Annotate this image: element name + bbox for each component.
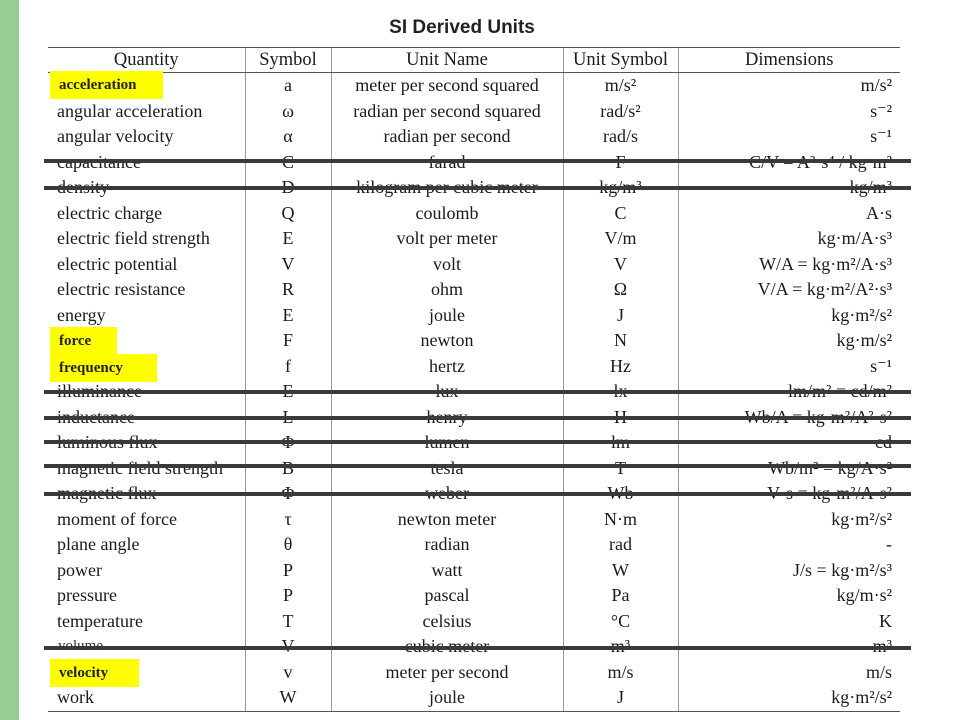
quantity-cell: work	[48, 685, 245, 711]
quantity-cell: electric resistance	[57, 279, 186, 300]
unit-name-cell: radian	[331, 532, 563, 558]
unit-name-cell	[331, 456, 563, 482]
table-row	[48, 685, 900, 711]
quantity-cell: angular velocity	[57, 126, 174, 147]
unit-symbol-cell: V/m	[563, 226, 678, 252]
table-row	[48, 328, 900, 354]
symbol-cell: θ	[245, 532, 331, 558]
symbol-cell: P	[245, 558, 331, 584]
label-force[interactable]: force	[50, 327, 117, 355]
table-row	[48, 583, 900, 609]
symbol-cell: F	[245, 328, 331, 354]
unit-symbol-cell: C	[563, 201, 678, 227]
symbol-cell: R	[245, 277, 331, 303]
header-unit-symbol: Unit Symbol	[563, 48, 678, 73]
quantity-cell: plane angle	[57, 534, 140, 555]
unit-name-cell: joule	[331, 303, 563, 329]
quantity-cell: angular acceleration	[57, 100, 203, 121]
dimensions-cell: -	[678, 532, 900, 558]
strike-line	[44, 492, 911, 496]
table-row	[48, 73, 900, 99]
strike-line	[44, 159, 911, 163]
si-units-table	[48, 47, 900, 712]
symbol-cell: ω	[245, 99, 331, 125]
quantity-cell: pressure	[57, 585, 117, 606]
label-acceleration[interactable]: acceleration	[50, 71, 163, 99]
dimensions-cell: kg·m²/s²	[678, 303, 900, 329]
table-row	[48, 660, 900, 686]
table-row	[48, 354, 900, 380]
unit-name-cell: volt	[331, 252, 563, 278]
header-quantity: Quantity	[48, 48, 245, 73]
unit-symbol-cell: Ω	[563, 277, 678, 303]
dimensions-cell: kg·m²/s²	[678, 685, 900, 711]
table-row	[48, 303, 900, 329]
dimensions-cell: K	[678, 609, 900, 635]
unit-symbol-cell: m/s²	[563, 73, 678, 99]
dimensions-cell: s⁻²	[678, 99, 900, 125]
unit-symbol-cell: m/s	[563, 660, 678, 686]
symbol-cell: τ	[245, 507, 331, 533]
strike-line	[44, 186, 911, 190]
unit-name-cell: radian per second	[331, 124, 563, 150]
quantity-cell: electric charge	[57, 202, 163, 223]
unit-name-cell: coulomb	[331, 201, 563, 227]
unit-symbol-cell: J	[563, 685, 678, 711]
header-symbol: Symbol	[245, 48, 331, 73]
left-accent-bar	[0, 0, 19, 720]
unit-name-cell: radian per second squared	[331, 99, 563, 125]
unit-symbol-cell: N·m	[563, 507, 678, 533]
symbol-cell: f	[245, 354, 331, 380]
dimensions-cell: kg·m²/s²	[678, 507, 900, 533]
table-row	[48, 201, 900, 227]
table-row	[48, 507, 900, 533]
dimensions-cell: V/A = kg·m²/A²·s³	[678, 277, 900, 303]
symbol-cell: v	[245, 660, 331, 686]
quantity-cell: electric potential	[57, 253, 178, 274]
label-velocity[interactable]: velocity	[50, 659, 139, 687]
si-units-table-container	[48, 47, 900, 717]
symbol-cell: a	[245, 73, 331, 99]
unit-symbol-cell: Hz	[563, 354, 678, 380]
dimensions-cell: s⁻¹	[678, 354, 900, 380]
dimensions-cell: m/s	[678, 660, 900, 686]
dimensions-cell: kg·m/A·s³	[678, 226, 900, 252]
symbol-cell: E	[245, 226, 331, 252]
strike-line	[44, 464, 911, 468]
dimensions-cell: kg/m·s²	[678, 583, 900, 609]
strike-line	[44, 390, 911, 394]
symbol-cell	[245, 456, 331, 482]
unit-name-cell: newton	[331, 328, 563, 354]
unit-symbol-cell: W	[563, 558, 678, 584]
symbol-cell: P	[245, 583, 331, 609]
table-row	[48, 252, 900, 278]
table-row	[48, 532, 900, 558]
unit-name-cell: pascal	[331, 583, 563, 609]
unit-name-cell: celsius	[331, 609, 563, 635]
unit-name-cell: ohm	[331, 277, 563, 303]
dimensions-cell: A·s	[678, 201, 900, 227]
dimensions-cell: W/A = kg·m²/A·s³	[678, 252, 900, 278]
quantity-cell	[48, 456, 245, 482]
unit-symbol-cell: Pa	[563, 583, 678, 609]
table-header-row	[48, 48, 900, 73]
symbol-cell: W	[245, 685, 331, 711]
symbol-cell: V	[245, 252, 331, 278]
unit-symbol-cell: °C	[563, 609, 678, 635]
page-title: SI Derived Units	[389, 17, 535, 38]
quantity-cell: power	[57, 559, 102, 580]
strike-line	[44, 440, 911, 444]
strike-line	[44, 416, 911, 420]
quantity-cell: electric field strength	[57, 228, 210, 249]
symbol-cell: E	[245, 303, 331, 329]
unit-symbol-cell: V	[563, 252, 678, 278]
dimensions-cell: s⁻¹	[678, 124, 900, 150]
table-row	[48, 456, 900, 482]
unit-name-cell: watt	[331, 558, 563, 584]
dimensions-cell: kg·m/s²	[678, 328, 900, 354]
symbol-cell: α	[245, 124, 331, 150]
symbol-cell: Q	[245, 201, 331, 227]
label-frequency[interactable]: frequency	[50, 354, 157, 382]
strike-line	[44, 646, 911, 650]
quantity-cell: temperature	[57, 610, 143, 631]
unit-name-cell: volt per meter	[331, 226, 563, 252]
unit-name-cell: meter per second	[331, 660, 563, 686]
quantity-cell: moment of force	[57, 508, 177, 529]
unit-name-cell: newton meter	[331, 507, 563, 533]
unit-symbol-cell: rad	[563, 532, 678, 558]
unit-symbol-cell: rad/s²	[563, 99, 678, 125]
unit-name-cell: joule	[331, 685, 563, 711]
table-row	[48, 99, 900, 125]
unit-symbol-cell: N	[563, 328, 678, 354]
dimensions-cell	[678, 456, 900, 482]
unit-symbol-cell	[563, 456, 678, 482]
table-row	[48, 609, 900, 635]
dimensions-cell: m/s²	[678, 73, 900, 99]
unit-name-cell: hertz	[331, 354, 563, 380]
unit-name-cell: meter per second squared	[331, 73, 563, 99]
symbol-cell: T	[245, 609, 331, 635]
label-volume[interactable]: volume	[58, 638, 103, 654]
header-dimensions: Dimensions	[678, 48, 900, 73]
unit-symbol-cell: rad/s	[563, 124, 678, 150]
header-unit-name: Unit Name	[331, 48, 563, 73]
table-row	[48, 558, 900, 584]
table-row	[48, 226, 900, 252]
unit-symbol-cell: J	[563, 303, 678, 329]
quantity-cell: energy	[57, 304, 106, 325]
table-row	[48, 277, 900, 303]
dimensions-cell: J/s = kg·m²/s³	[678, 558, 900, 584]
table-row	[48, 124, 900, 150]
